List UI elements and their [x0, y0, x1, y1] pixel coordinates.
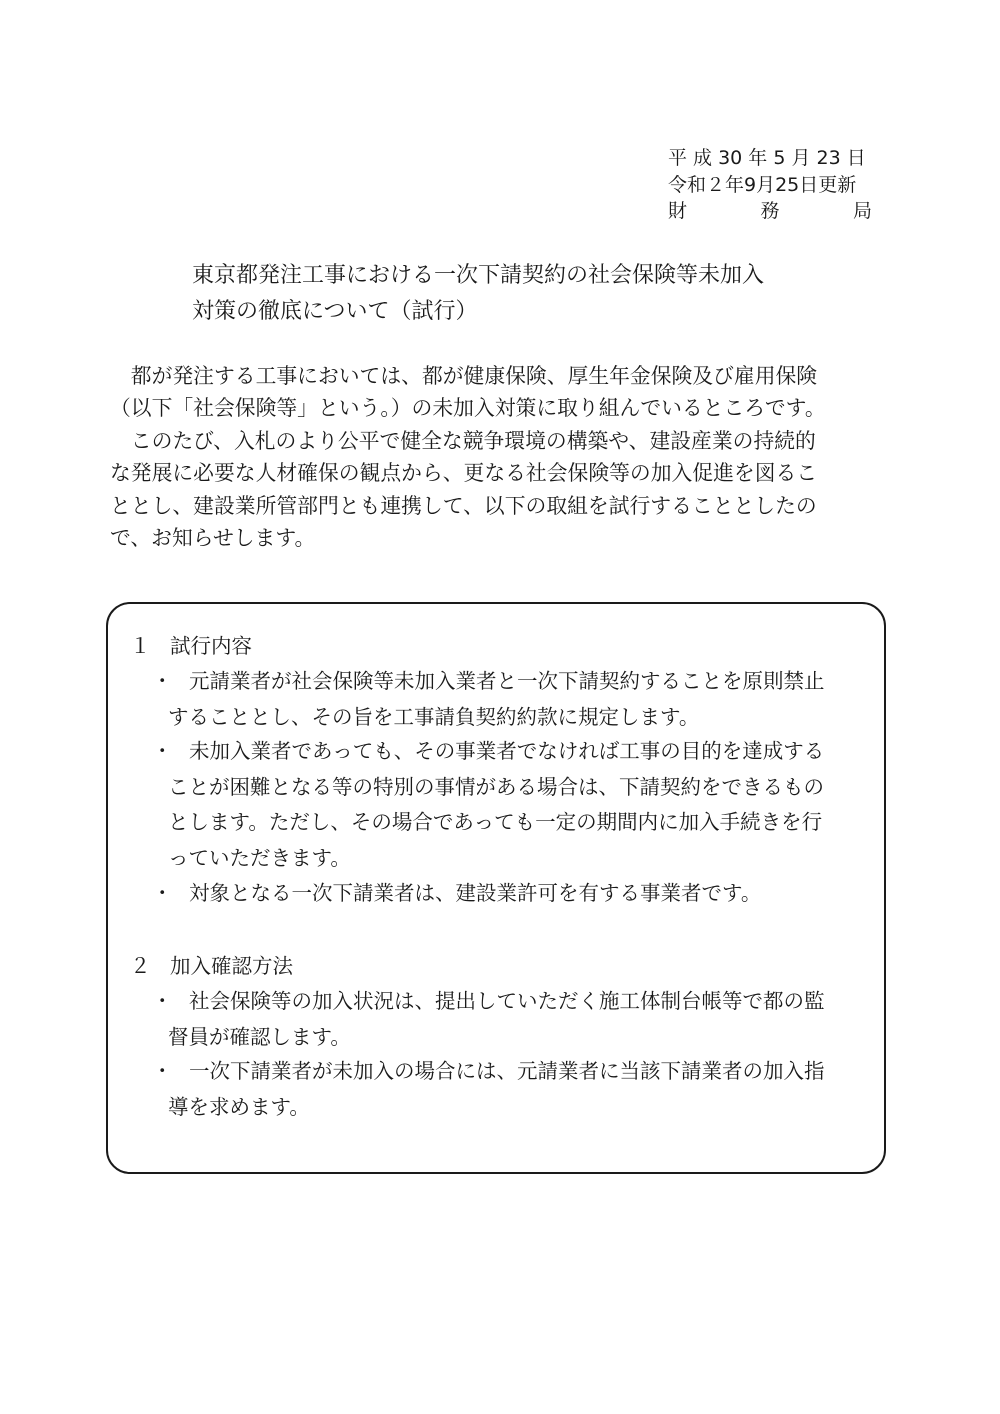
section-title: 加入確認方法 — [170, 954, 293, 978]
measures-box — [106, 602, 886, 1174]
intro-line: （以下「社会保険等」という。）の未加入対策に取り組んでいるところです。 — [110, 396, 826, 421]
intro-line: ととし、建設業所管部門とも連携して、以下の取組を試行することとしたの — [110, 493, 817, 518]
bullet-item — [152, 664, 872, 735]
bullet-item — [152, 984, 872, 1055]
issuer — [668, 198, 872, 225]
bullet-item — [152, 1054, 872, 1125]
bullet-line: 導を求めます。 — [168, 1094, 310, 1119]
issuer-char: 財 — [668, 200, 688, 222]
section-number: ２ — [130, 954, 151, 978]
bullet-line: 未加入業者であっても、その事業者でなければ工事の目的を達成する — [189, 739, 825, 763]
section-title: 試行内容 — [170, 634, 252, 658]
bullet-item — [152, 734, 872, 876]
intro-line: 都が発注する工事においては、都が健康保険、厚生年金保険及び雇用保険 — [110, 364, 818, 388]
title-line-1: 東京都発注工事における一次下請契約の社会保険等未加入 — [192, 263, 765, 288]
original-date: 平 成 30 年 5 月 23 日 — [668, 147, 866, 169]
updated-date: 令和２年9月25日更新 — [668, 173, 857, 196]
bullet-line: 元請業者が社会保険等未加入業者と一次下請契約することを原則禁止 — [189, 669, 825, 693]
bullet-line: することとし、その旨を工事請負契約約款に規定します。 — [168, 704, 700, 729]
bullet-dot: ・ — [152, 669, 173, 693]
bullet-line: とします。ただし、その場合であっても一定の期間内に加入手続きを行 — [168, 810, 823, 834]
intro-paragraph — [110, 360, 870, 554]
bullet-dot: ・ — [152, 739, 173, 763]
section-heading-trial-content — [130, 632, 252, 660]
bullet-line: 一次下請業者が未加入の場合には、元請業者に当該下請業者の加入指 — [189, 1059, 825, 1083]
title-line-2: 対策の徹底について（試行） — [192, 299, 478, 324]
intro-line: このたび、入札のより公平で健全な競争環境の構築や、建設産業の持続的 — [110, 428, 816, 453]
issuer-char: 局 — [852, 200, 872, 222]
header-date-block — [668, 145, 872, 225]
intro-line: な発展に必要な人材確保の観点から、更なる社会保険等の加入促進を図るこ — [110, 461, 818, 486]
document-title — [192, 258, 764, 330]
section-heading-enrollment-check — [130, 952, 293, 980]
issuer-char: 務 — [760, 200, 780, 222]
section-number: １ — [130, 634, 151, 658]
bullet-line: ことが困難となる等の特別の事情がある場合は、下請契約をできるもの — [168, 774, 824, 799]
bullet-line: 対象となる一次下請業者は、建設業許可を有する事業者です。 — [189, 881, 762, 905]
bullet-dot: ・ — [152, 1059, 173, 1083]
bullet-line: っていただきます。 — [168, 845, 351, 870]
bullet-line: 社会保険等の加入状況は、提出していただく施工体制台帳等で都の監 — [189, 989, 825, 1013]
bullet-item — [152, 876, 872, 912]
bullet-dot: ・ — [152, 881, 173, 905]
bullet-line: 督員が確認します。 — [168, 1024, 351, 1049]
intro-line: で、お知らせします。 — [110, 526, 316, 551]
bullet-dot: ・ — [152, 989, 173, 1013]
